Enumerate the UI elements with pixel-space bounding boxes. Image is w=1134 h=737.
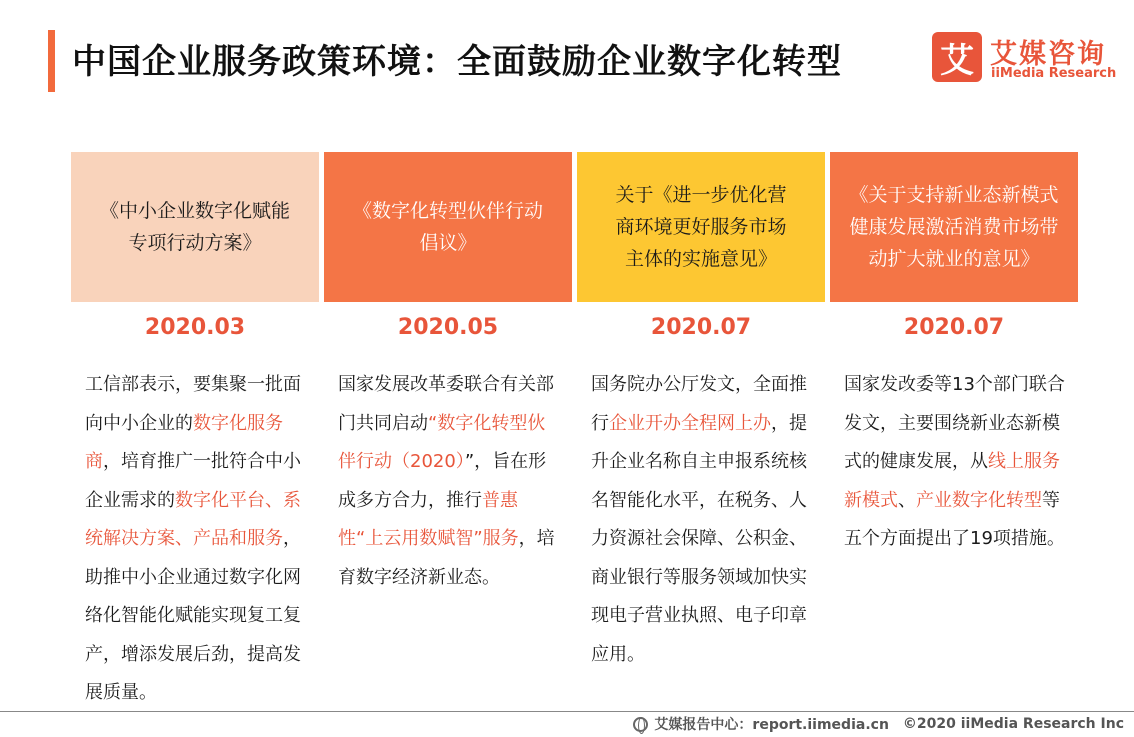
policy-title-line: 主体的实施意见》 (624, 248, 777, 270)
footer (633, 714, 1124, 734)
policy-description (577, 354, 825, 674)
policy-title-line: 《数字化转型伙伴行动 (352, 200, 543, 222)
policy-column-2 (324, 152, 572, 597)
brand-logo (932, 32, 1122, 84)
logo-name-en: iiMedia Research (991, 66, 1117, 81)
policy-column-1 (71, 152, 319, 713)
policy-title-line: 动扩大就业的意见》 (868, 248, 1040, 270)
desc-highlight: 企业开办全程网上办 (609, 412, 771, 434)
desc-text: 等五个方面提出了19项措施。 (844, 489, 1065, 549)
policy-title-line: 商环境更好服务市场 (615, 216, 787, 238)
globe-icon (633, 717, 648, 732)
policy-card (324, 152, 572, 302)
desc-text: 国务院办公厅发文，全面推行 (591, 374, 807, 434)
desc-text: ，提升企业名称自主申报系统核名智能化水平，在税务、人力资源社会保障、公积金、商业银行等服务领域加快实现电子营业执照、电子印章应用。 (591, 412, 807, 665)
policy-card (830, 152, 1078, 302)
desc-highlight: 产业数字化转型 (916, 489, 1042, 511)
desc-text: 国家发改委等13个部门联合发文，主要围绕新业态新模式的健康发展，从 (844, 374, 1065, 472)
desc-highlight: 数字化平台、系统解决方案、产品和服务 (85, 489, 301, 549)
desc-text: ，培育推广一批符合中小企业需求的 (85, 451, 301, 511)
policy-title-line: 《中小企业数字化赋能 (99, 200, 290, 222)
footer-divider (0, 711, 1134, 712)
title-accent-bar (48, 30, 55, 92)
policy-title-line: 关于《进一步优化营 (615, 184, 787, 206)
policy-column-4 (830, 152, 1078, 559)
policy-card (577, 152, 825, 302)
page-title: 中国企业服务政策环境：全面鼓励企业数字化转型 (72, 42, 842, 82)
policy-date: 2020.07 (903, 315, 1005, 340)
desc-text: ，助推中小企业通过数字化网络化智能化赋能实现复工复产，增添发展后劲，提高发展质量。 (85, 528, 301, 703)
footer-copyright: ©2020 iiMedia Research Inc (902, 716, 1124, 732)
policy-date: 2020.03 (144, 315, 246, 340)
policy-column-3 (577, 152, 825, 674)
desc-text: ，培育数字经济新业态。 (338, 528, 555, 588)
policy-date: 2020.07 (650, 315, 752, 340)
desc-highlight: 普惠性“上云用数赋智”服务 (338, 489, 519, 549)
policy-title-line: 健康发展激活消费市场带 (849, 216, 1059, 238)
desc-text: 工信部表示，要集聚一批面向中小企业的 (85, 374, 301, 434)
policy-title-line: 倡议》 (419, 232, 477, 254)
logo-mark-icon: 艾 (932, 32, 982, 82)
desc-text: 、 (898, 489, 916, 511)
desc-highlight: “数字化转型伙伴行动（2020） (338, 412, 546, 472)
desc-text: 国家发展改革委联合有关部门共同启动 (338, 374, 554, 434)
desc-highlight: 数字化服务商 (85, 412, 283, 472)
logo-name-cn: 艾媒咨询 (990, 39, 1106, 70)
desc-highlight: 线上服务新模式 (844, 451, 1060, 511)
footer-source: 艾媒报告中心：report.iimedia.cn (654, 717, 889, 733)
policy-title-line: 《关于支持新业态新模式 (849, 184, 1059, 206)
policy-description (324, 354, 572, 597)
policy-card (71, 152, 319, 302)
policy-title-line: 专项行动方案》 (128, 232, 262, 254)
policy-date: 2020.05 (397, 315, 499, 340)
policy-description (830, 354, 1078, 559)
policy-description (71, 354, 319, 713)
desc-text: ”，旨在形成多方合力，推行 (338, 451, 547, 511)
